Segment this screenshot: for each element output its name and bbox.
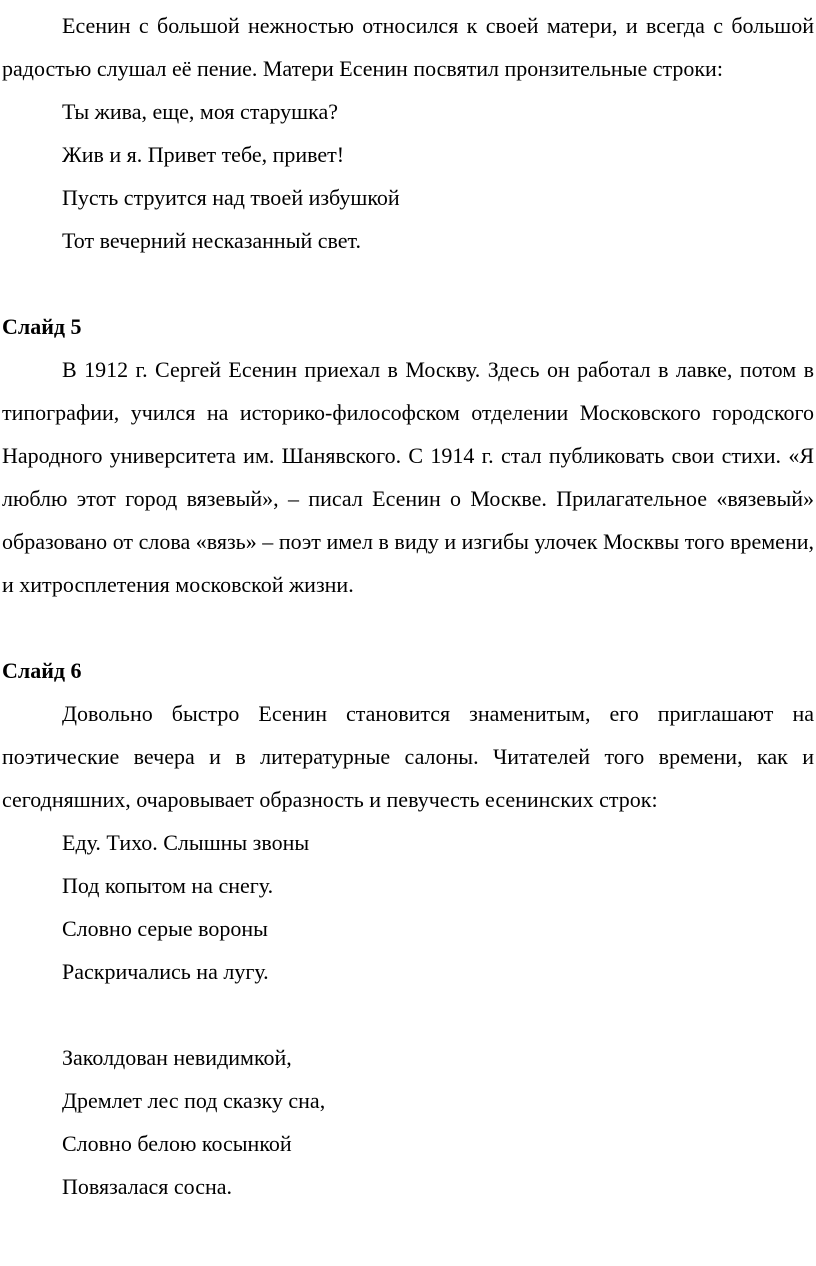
slide-5-heading: Слайд 5 xyxy=(2,314,82,339)
poem-line: Словно белою косынкой xyxy=(62,1131,292,1156)
poem-line: Раскричались на лугу. xyxy=(62,959,269,984)
poem-line: Словно серые вороны xyxy=(62,916,268,941)
poem-line: Заколдован невидимкой, xyxy=(62,1045,292,1070)
blank-line xyxy=(2,262,814,305)
intro-paragraph: Есенин с большой нежностью относился к своей матери, и всегда с большой радостью слушал её пение. Матери Есенин посвятил пронзительные строки: xyxy=(2,13,814,81)
poem-line: Пусть струится над твоей избушкой xyxy=(62,185,400,210)
poem-line: Жив и я. Привет тебе, привет! xyxy=(62,142,345,167)
poem-line: Дремлет лес под сказку сна, xyxy=(62,1088,326,1113)
poem-line: Повязалася сосна. xyxy=(62,1174,232,1199)
slide-5-paragraph: В 1912 г. Сергей Есенин приехал в Москву. Здесь он работал в лавке, потом в типографии, учился на историко-философском отделении Московского городского Народного университета им. Шанявского. С 1914 г. стал публиковать свои стихи. «Я люблю этот город вязевый», – писал Есенин о Москве. Прилагательное «вязевый» образовано от слова «вязь» – поэт имел в виду и изгибы улочек Москвы того времени, и хитросплетения московской жизни. xyxy=(2,357,814,597)
slide-6-paragraph: Довольно быстро Есенин становится знаменитым, его приглашают на поэтические вечера и в литературные салоны. Читателей того времени, как и сегодняшних, очаровывает образность и певучесть есенинских строк: xyxy=(2,701,814,812)
poem-line: Еду. Тихо. Слышны звоны xyxy=(62,830,310,855)
blank-line xyxy=(2,606,814,649)
blank-line xyxy=(2,993,814,1036)
slide-6-heading: Слайд 6 xyxy=(2,658,82,683)
poem-line: Ты жива, еще, моя старушка? xyxy=(62,99,338,124)
poem-line: Под копытом на снегу. xyxy=(62,873,274,898)
poem-line: Тот вечерний несказанный свет. xyxy=(62,228,362,253)
